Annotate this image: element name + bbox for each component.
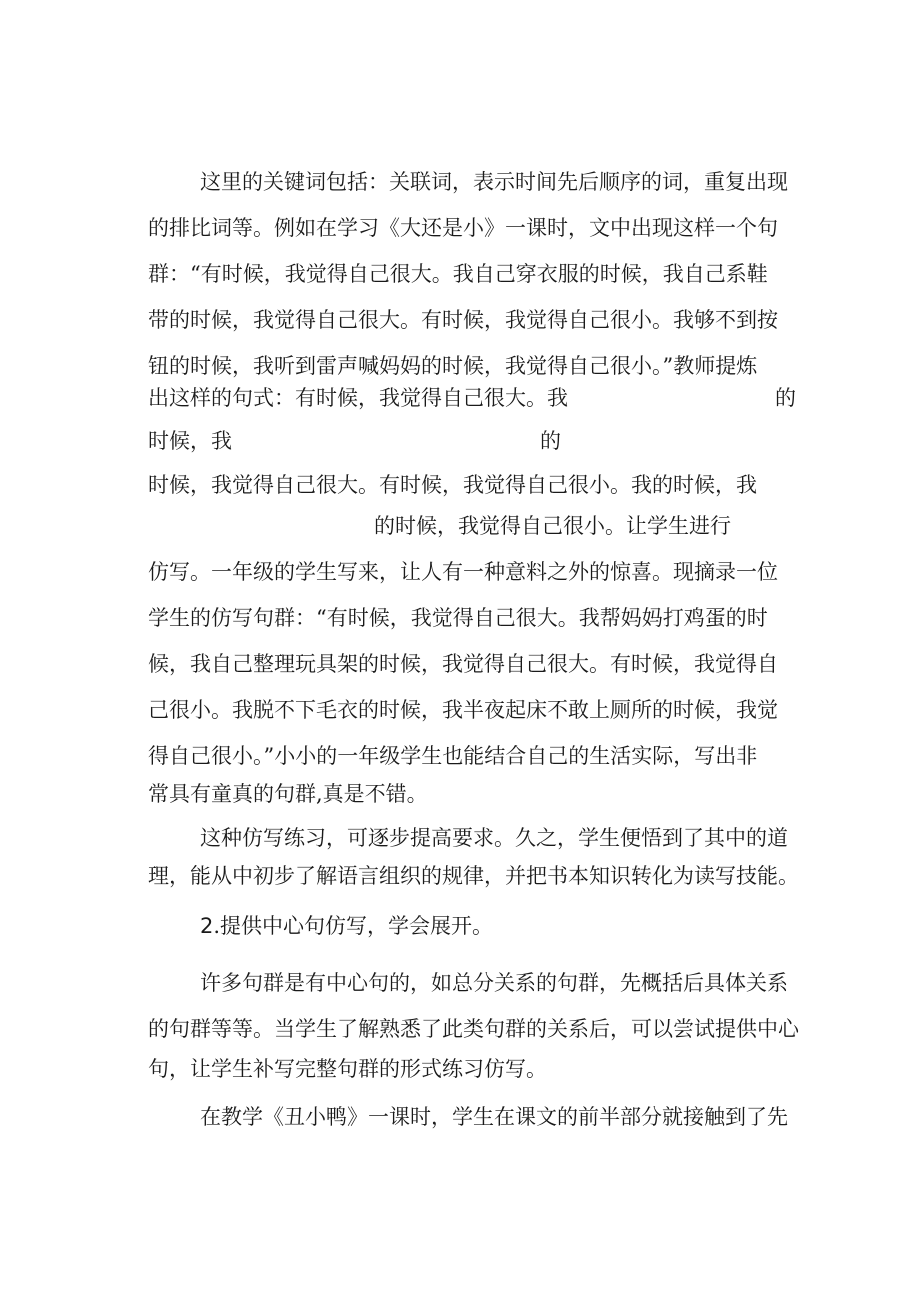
template-line-start: 出这样的句式：有时候，我觉得自己很大。我 <box>148 386 568 410</box>
template-line-end: 的 <box>775 386 796 410</box>
template-line-end: 的 <box>540 429 561 453</box>
paragraph-line: 理，能从中初步了解语言组织的规律，并把书本知识转化为读写技能。 <box>148 864 799 888</box>
heading-text: .提供中心句仿写，学会展开。 <box>213 914 494 938</box>
template-line: 时候，我觉得自己很大。有时候，我觉得自己很小。我的时候，我 <box>148 473 757 497</box>
paragraph-line: 许多句群是有中心句的，如总分关系的句群，先概括后具体关系 <box>200 971 788 995</box>
paragraph-line: 得自己很小。”小小的一年级学生也能结合自己的生活实际，写出非 <box>148 744 758 768</box>
section-heading <box>200 911 493 941</box>
paragraph-line: 的句群等等。当学生了解熟悉了此类句群的关系后，可以尝试提供中心 <box>148 1017 799 1041</box>
paragraph-line: 这里的关键词包括：关联词，表示时间先后顺序的词，重复出现 <box>200 170 788 194</box>
paragraph-line: 学生的仿写句群：“有时候，我觉得自己很大。我帮妈妈打鸡蛋的时 <box>148 606 768 630</box>
heading-number: 2 <box>200 914 214 938</box>
paragraph-line: 的排比词等。例如在学习《大还是小》一课时，文中出现这样一个句 <box>148 216 778 240</box>
paragraph-line: 常具有童真的句群,真是不错。 <box>148 782 428 806</box>
paragraph-line: 带的时候，我觉得自己很大。有时候，我觉得自己很小。我够不到按 <box>148 308 778 332</box>
paragraph-line: 候，我自己整理玩具架的时候，我觉得自己很大。有时候，我觉得自 <box>148 652 778 676</box>
paragraph-line: 句，让学生补写完整句群的形式练习仿写。 <box>148 1057 547 1081</box>
paragraph-line: 仿写。一年级的学生写来，让人有一种意料之外的惊喜。现摘录一位 <box>148 560 778 584</box>
template-line: 的时候，我觉得自己很小。让学生进行 <box>374 514 731 538</box>
template-line-start: 时候，我 <box>148 429 232 453</box>
paragraph-line: 钮的时候，我听到雷声喊妈妈的时候，我觉得自己很小。”教师提炼 <box>148 354 758 378</box>
paragraph-line: 己很小。我脱不下毛衣的时候，我半夜起床不敢上厕所的时候，我觉 <box>148 698 778 722</box>
paragraph-line: 群：“有时候，我觉得自己很大。我自己穿衣服的时候，我自己系鞋 <box>148 262 768 286</box>
paragraph-line: 这种仿写练习，可逐步提高要求。久之，学生便悟到了其中的道 <box>200 826 788 850</box>
paragraph-line: 在教学《丑小鸭》一课时，学生在课文的前半部分就接触到了先 <box>200 1105 788 1129</box>
